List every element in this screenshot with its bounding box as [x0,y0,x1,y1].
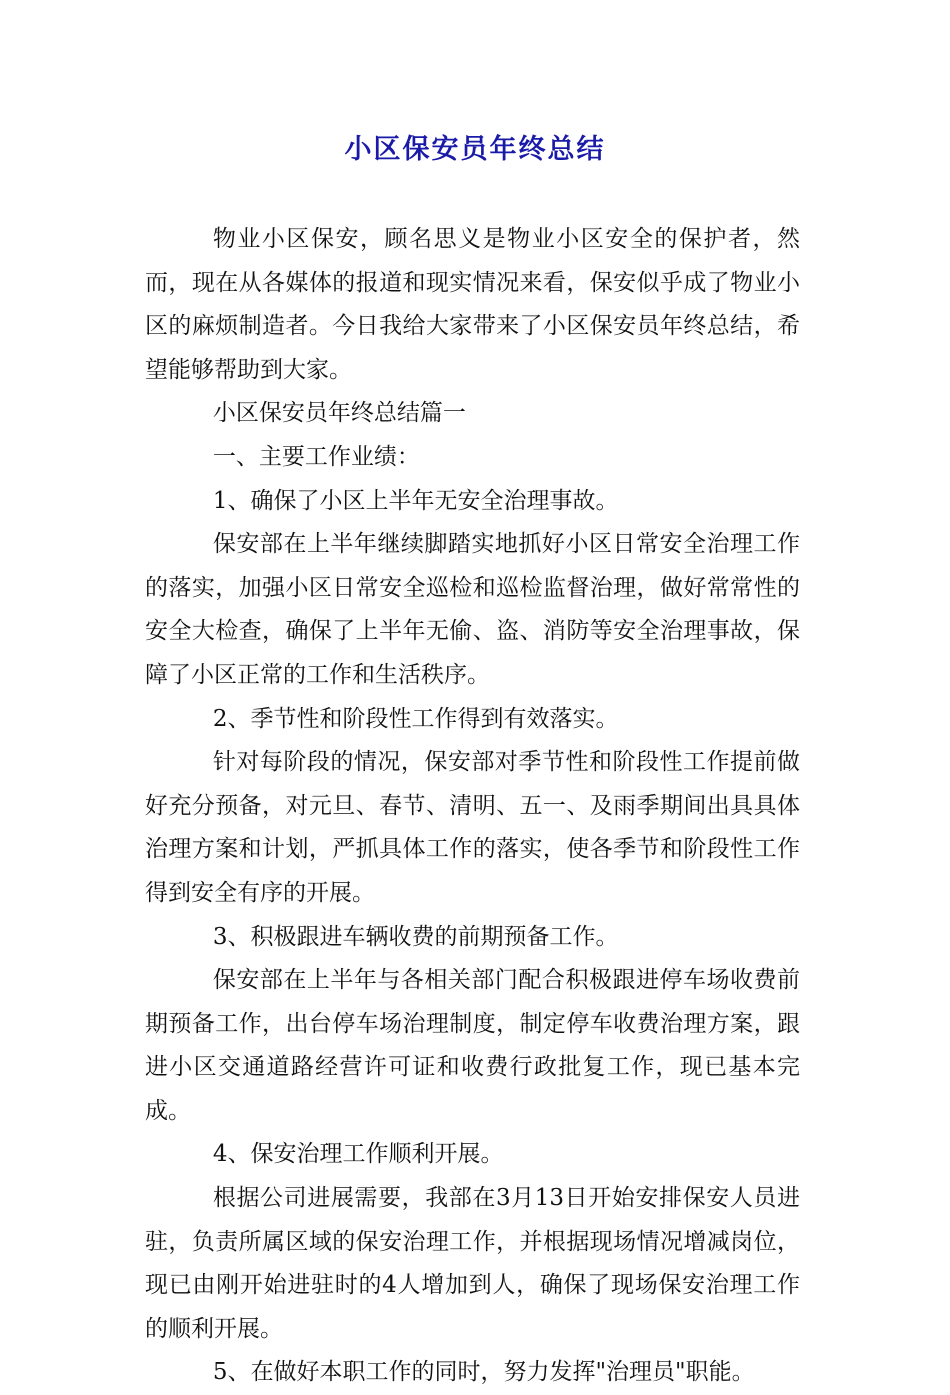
paragraph-3: 保安部在上半年与各相关部门配合积极跟进停车场收费前期预备工作，出台停车场治理制度，制定停车收费治理方案，跟进小区交通道路经营许可证和收费行政批复工作，现已基本完成。 [145,967,800,1124]
item-heading-5: 5、在做好本职工作的同时，努力发挥"治理员"职能。 [212,1359,755,1386]
item-heading-2: 2、季节性和阶段性工作得到有效落实。 [212,705,619,732]
paragraph-2: 针对每阶段的情况，保安部对季节性和阶段性工作提前做好充分预备，对元旦、春节、清明、五一、及雨季期间出具具体治理方案和计划，严抓具体工作的落实，使各季节和阶段性工作得到安全有序的开展。 [145,749,800,906]
paragraph-intro: 物业小区保安，顾名思义是物业小区安全的保护者，然而，现在从各媒体的报道和现实情况来看，保安似乎成了物业小区的麻烦制造者。今日我给大家带来了小区保安员年终总结，希望能够帮助到大家。 [145,226,800,383]
paragraph-1: 保安部在上半年继续脚踏实地抓好小区日常安全治理工作的落实，加强小区日常安全巡检和巡检监督治理，做好常常性的安全大检查，确保了上半年无偷、盗、消防等安全治理事故，保障了小区正常的工作和生活秩序。 [145,531,800,688]
subheading-achievements: 一、主要工作业绩： [212,443,420,470]
document-body [145,218,800,1395]
paragraph-4: 根据公司进展需要，我部在3月13日开始安排保安人员进驻，负责所属区域的保安治理工作，并根据现场情况增减岗位，现已由刚开始进驻时的4人增加到人，确保了现场保安治理工作的顺利开展。 [145,1185,800,1342]
item-heading-3: 3、积极跟进车辆收费的前期预备工作。 [212,923,619,950]
document-title: 小区保安员年终总结 [344,134,606,165]
item-heading-4: 4、保安治理工作顺利开展。 [212,1141,504,1168]
section-heading: 小区保安员年终总结篇一 [212,400,466,427]
item-heading-1: 1、确保了小区上半年无安全治理事故。 [212,487,619,514]
